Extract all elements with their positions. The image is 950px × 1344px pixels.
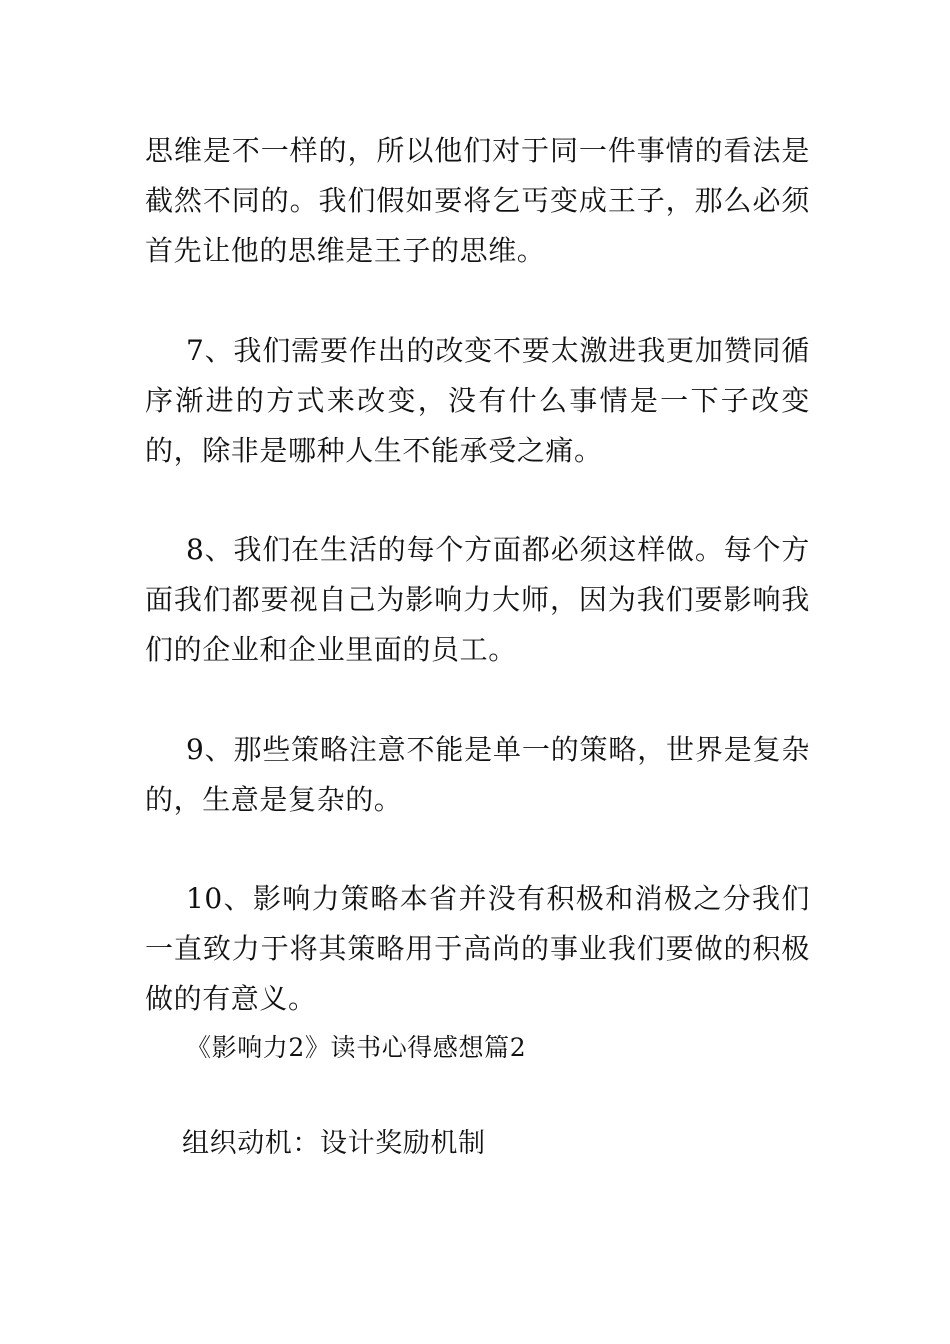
paragraph-continued: 思维是不一样的，所以他们对于同一件事情的看法是截然不同的。我们假如要将乞丐变成王子，那么必须首先让他的思维是王子的思维。	[145, 134, 810, 267]
paragraph-8: 8、我们在生活的每个方面都必须这样做。每个方面我们都要视自己为影响力大师，因为我们要影响我们的企业和企业里面的员工。	[145, 533, 810, 666]
paragraph-9: 9、那些策略注意不能是单一的策略，世界是复杂的，生意是复杂的。	[145, 733, 810, 816]
section-title: 《影响力2》读书心得感想篇2	[186, 1033, 527, 1062]
subheading: 组织动机：设计奖励机制	[182, 1128, 486, 1159]
paragraph-7: 7、我们需要作出的改变不要太激进我更加赞同循序渐进的方式来改变，没有什么事情是一下子改变的，除非是哪种人生不能承受之痛。	[145, 334, 810, 467]
paragraph-10: 10、影响力策略本省并没有积极和消极之分我们一直致力于将其策略用于高尚的事业我们要做的积极做的有意义。	[145, 882, 810, 1015]
